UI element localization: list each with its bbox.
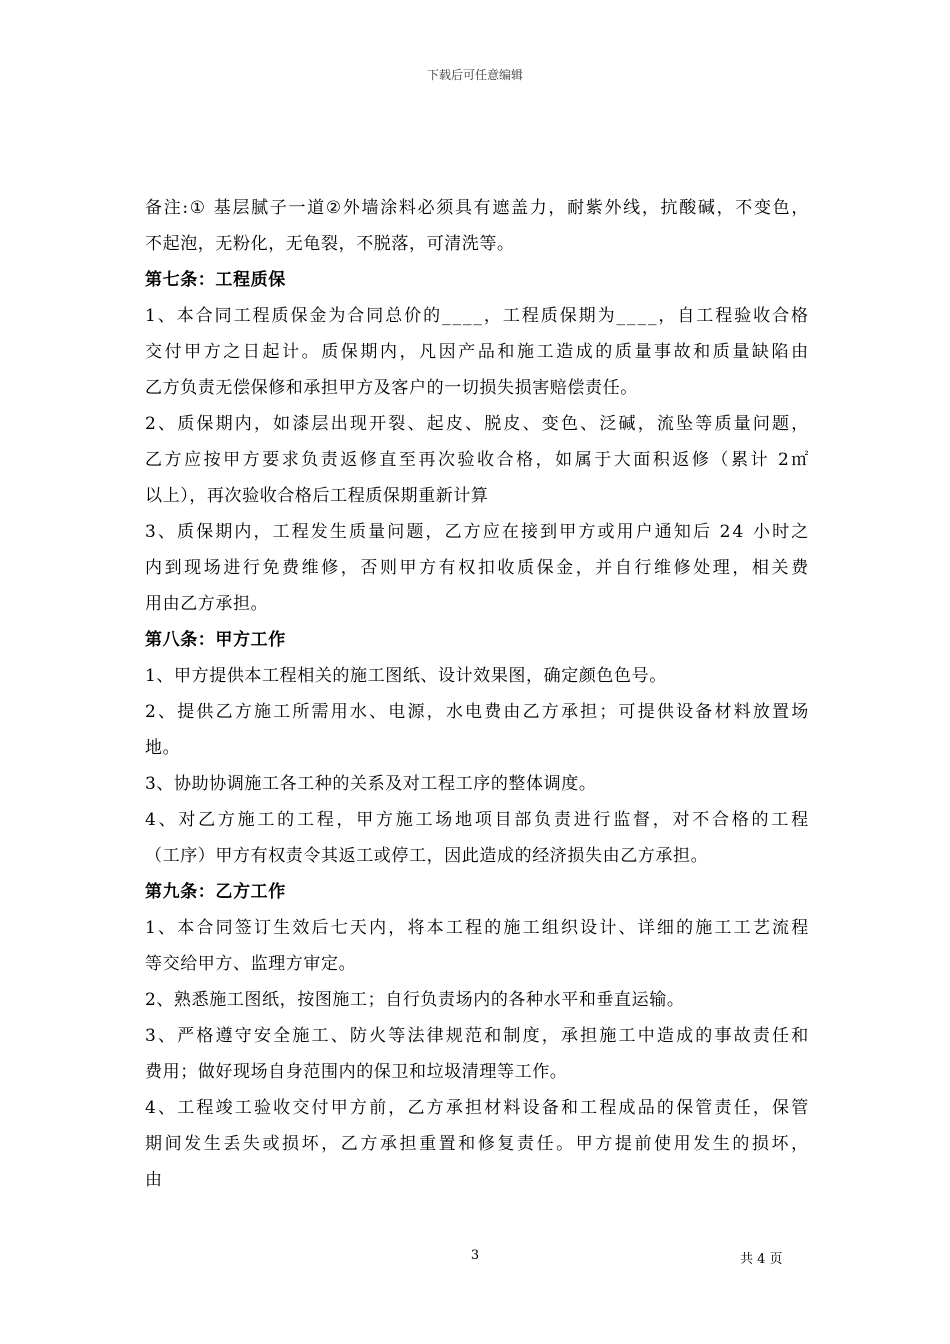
paragraph-line: 以上），再次验收合格后工程质保期重新计算 xyxy=(145,486,489,506)
section-heading: 第九条：乙方工作 xyxy=(145,882,286,902)
paragraph-line: 内 到 现 场 进 行 免 费 维 修 ， 否 则 甲 方 有 权 扣 收 质 保 金 ， 并 自 行 维 修 处 理 ， 相 关 费 xyxy=(145,558,809,578)
paragraph-line: 2 、 质 保 期 内 ， 如 漆 层 出 现 开 裂 、 起 皮 、 脱 皮 、 变 色 、 泛 碱 ， 流 坠 等 质 量 问 题 ， xyxy=(145,414,809,434)
document-body xyxy=(145,190,809,1198)
paragraph-line: 1 、 本 合 同 签 订 生 效 后 七 天 内 ， 将 本 工 程 的 施 工 组 织 设 计 、 详 细 的 施 工 工 艺 流 程 xyxy=(145,918,809,938)
paragraph-line: 不起泡，无粉化，无龟裂，不脱落，可清洗等。 xyxy=(145,234,515,254)
paragraph-line: 1 、 本 合 同 工 程 质 保 金 为 合 同 总 价 的 _ _ _ _ ， 工 程 质 保 期 为 _ _ _ _ ， 自 工 程 验 收 合 格 xyxy=(145,306,809,326)
paragraph-line: 交 付 甲 方 之 日 起 计 。 质 保 期 内 ， 凡 因 产 品 和 施 工 造 成 的 质 量 事 故 和 质 量 缺 陷 由 xyxy=(145,342,809,362)
paragraph-line: 地。 xyxy=(145,738,181,758)
header-note: 下载后可任意编辑 xyxy=(426,68,523,82)
paragraph-line: 乙方负责无偿保修和承担甲方及客户的一切损失损害赔偿责任。 xyxy=(145,378,638,398)
paragraph-line: 2 、 提 供 乙 方 施 工 所 需 用 水 、 电 源 ， 水 电 费 由 乙 方 承 担 ； 可 提 供 设 备 材 料 放 置 场 xyxy=(145,702,809,722)
paragraph-line: 等交给甲方、监理方审定。 xyxy=(145,954,357,974)
page-number: 3 xyxy=(470,1248,480,1263)
section-heading: 第八条：甲方工作 xyxy=(145,630,286,650)
paragraph-line: 4 、 对 乙 方 施 工 的 工 程 ， 甲 方 施 工 场 地 项 目 部 负 责 进 行 监 督 ， 对 不 合 格 的 工 程 xyxy=(145,810,809,830)
paragraph-line: 乙 方 应 按 甲 方 要 求 负 责 返 修 直 至 再 次 验 收 合 格 ， 如 属 于 大 面 积 返 修 （ 累 计 2 ㎡ xyxy=(145,450,809,470)
paragraph-line: 由 xyxy=(145,1170,163,1190)
paragraph-line: 3、协助协调施工各工种的关系及对工程工序的整体调度。 xyxy=(145,774,597,794)
paragraph-line: 2、熟悉施工图纸，按图施工；自行负责场内的各种水平和垂直运输。 xyxy=(145,990,685,1010)
paragraph-line: 3 、 质 保 期 内 ， 工 程 发 生 质 量 问 题 ， 乙 方 应 在 接 到 甲 方 或 用 户 通 知 后 2 4 小 时 之 xyxy=(145,522,809,542)
paragraph-line: 3 、 严 格 遵 守 安 全 施 工 、 防 火 等 法 律 规 范 和 制 度 ， 承 担 施 工 中 造 成 的 事 故 责 任 和 xyxy=(145,1026,809,1046)
section-heading: 第七条：工程质保 xyxy=(145,270,286,290)
paragraph-line: 期 间 发 生 丢 失 或 损 坏 ， 乙 方 承 担 重 置 和 修 复 责 任 。 甲 方 提 前 使 用 发 生 的 损 坏 ， xyxy=(145,1134,809,1154)
paragraph-line: 1、甲方提供本工程相关的施工图纸、设计效果图，确定颜色色号。 xyxy=(145,666,667,686)
paragraph-line: （工序）甲方有权责令其返工或停工，因此造成的经济损失由乙方承担。 xyxy=(145,846,709,866)
paragraph-line: 4 、 工 程 竣 工 验 收 交 付 甲 方 前 ， 乙 方 承 担 材 料 设 备 和 工 程 成 品 的 保 管 责 任 ， 保 管 xyxy=(145,1098,809,1118)
paragraph-line: 费用；做好现场自身范围内的保卫和垃圾清理等工作。 xyxy=(145,1062,568,1082)
paragraph-line: 备 注 : ① 基 层 腻 子 一 道 ② 外 墙 涂 料 必 须 具 有 遮 盖 力 ， 耐 紫 外 线 ， 抗 酸 碱 ， 不 变 色 ， xyxy=(145,198,809,218)
total-pages: 共 4 页 xyxy=(740,1252,783,1267)
paragraph-line: 用由乙方承担。 xyxy=(145,594,269,614)
